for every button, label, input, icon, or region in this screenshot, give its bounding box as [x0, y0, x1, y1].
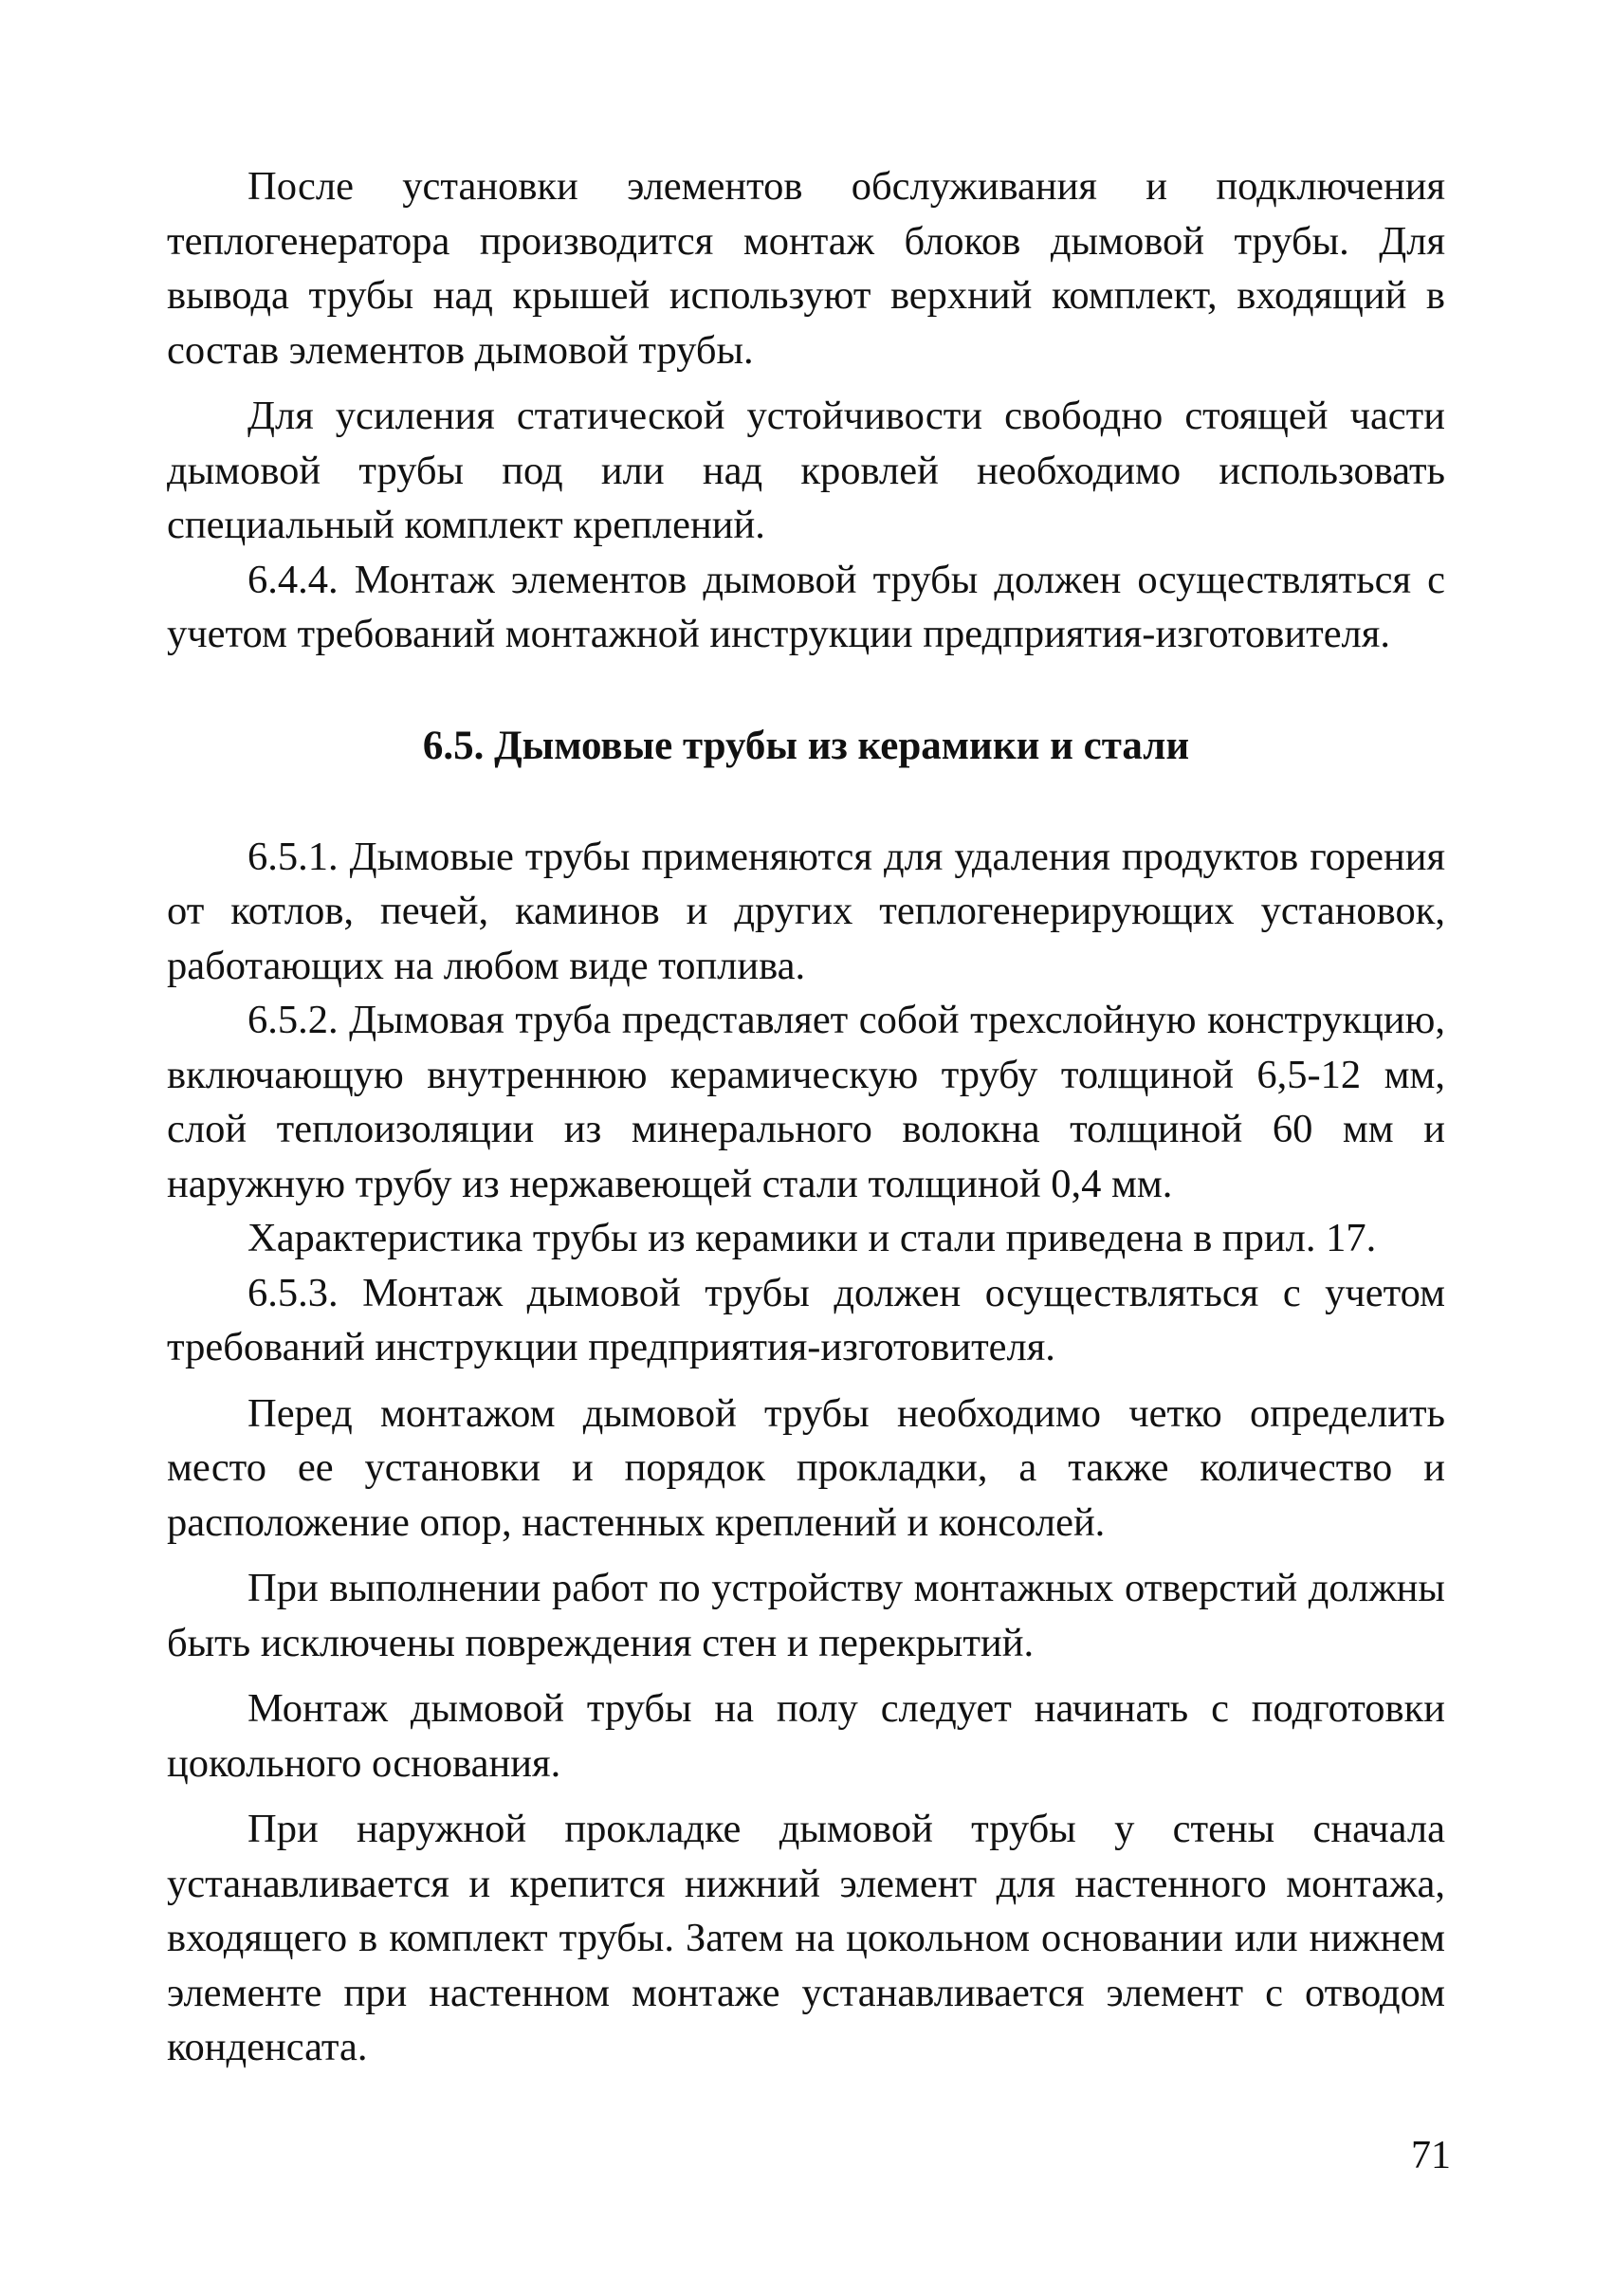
paragraph-external-laying: При наружной прокладке дымовой трубы у стены сначала устанавливается и крепится нижний элемент для настенного монтажа, входящего в комплект трубы. Затем на цокольном основании или нижнем элементе при настенном монтаже устанавливается элемент с отводом конденсата. [167, 1807, 1445, 2069]
page-number: 71 [1411, 2134, 1451, 2177]
paragraph-characteristics-reference: Характеристика трубы из керамики и стали приведена в прил. 17. [247, 1216, 1377, 1260]
paragraph-6-5-1: 6.5.1. Дымовые трубы применяются для удаления продуктов горения от котлов, печей, каминов и других теплогенерирующих установок, работающих на любом виде топлива. [167, 834, 1445, 988]
paragraph-6-4-4: 6.4.4. Монтаж элементов дымовой трубы должен осуществляться с учетом требований монтажной инструкции предприятия-изготовителя. [167, 557, 1445, 656]
paragraph-before-installation: Перед монтажом дымовой трубы необходимо четко определить место ее установки и порядок прокладки, а также количество и расположение опор, настенных креплений и консолей. [167, 1390, 1445, 1545]
section-heading-6-5: 6.5. Дымовые трубы из керамики и стали [422, 723, 1190, 768]
paragraph-6-5-2: 6.5.2. Дымовая труба представляет собой трехслойную конструкцию, включающую внутреннюю керамическую трубу толщиной 6,5-12 мм, слой теплоизоляции из минерального волокна толщиной 60 мм и наружную трубу из нержавеющей стали толщиной 0,4 мм. [167, 998, 1445, 1206]
paragraph-floor-installation: Монтаж дымовой трубы на полу следует начинать с подготовки цокольного основания. [167, 1686, 1445, 1786]
paragraph-mounting-openings: При выполнении работ по устройству монтажных отверстий должны быть исключены повреждения стен и перекрытий. [167, 1566, 1445, 1665]
text-column [167, 159, 1445, 2075]
paragraph-installation-chimney-blocks: После установки элементов обслуживания и подключения теплогенератора производится монтаж блоков дымовой трубы. Для вывода трубы над крышей используют верхний комплект, входящий в состав элементов дымовой трубы. [167, 164, 1445, 373]
paragraph-6-5-3: 6.5.3. Монтаж дымовой трубы должен осуществляться с учетом требований инструкции предприятия-изготовителя. [167, 1270, 1445, 1369]
paragraph-static-stability: Для усиления статической устойчивости свободно стоящей части дымовой трубы под или над кровлей необходимо использовать специальный комплект креплений. [167, 394, 1445, 547]
